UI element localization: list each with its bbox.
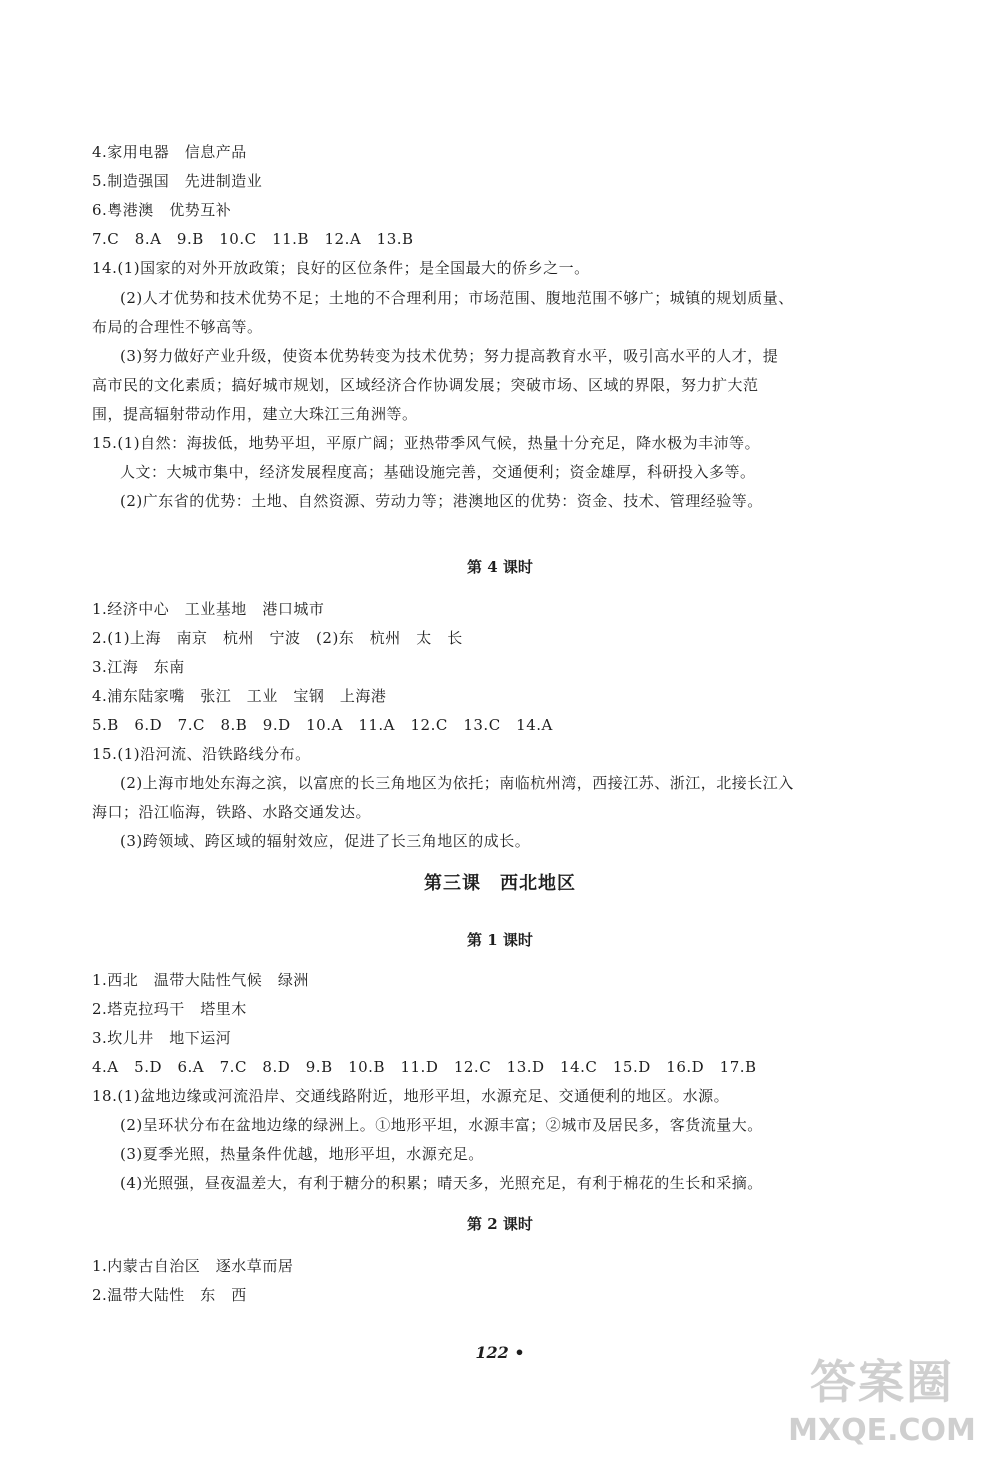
answer-line: 5.制造强国 先进制造业 [92, 172, 263, 190]
page-number: 122 • [475, 1343, 525, 1362]
answer-line: 围，提高辐射带动作用，建立大珠江三角洲等。 [92, 405, 418, 423]
answer-line: 2.温带大陆性 东 西 [92, 1286, 247, 1304]
lesson-heading: 第三课 西北地区 [424, 873, 576, 894]
answer-line: (3)夏季光照，热量条件优越，地形平坦，水源充足。 [120, 1145, 484, 1163]
section-heading: 第 4 课时 [467, 558, 533, 576]
answer-line: 14.(1)国家的对外开放政策；良好的区位条件；是全国最大的侨乡之一。 [92, 259, 590, 277]
answer-line: 18.(1)盆地边缘或河流沿岸、交通线路附近，地形平坦，水源充足、交通便利的地区。水源。 [92, 1087, 730, 1105]
answer-line: 4.A 5.D 6.A 7.C 8.D 9.B 10.B 11.D 12.C 13.D 14.C 15.D 16.D 17.B [92, 1058, 757, 1076]
answer-line: (3)努力做好产业升级，使资本优势转变为技术优势；努力提高教育水平，吸引高水平的人才，提 [120, 347, 779, 365]
answer-line: 4.浦东陆家嘴 张江 工业 宝钢 上海港 [92, 687, 387, 705]
answer-line: 1.内蒙古自治区 逐水草而居 [92, 1257, 294, 1275]
answer-line: 7.C 8.A 9.B 10.C 11.B 12.A 13.B [92, 230, 414, 248]
site-watermark [782, 1351, 982, 1463]
answer-line: 3.坎儿井 地下运河 [92, 1029, 232, 1047]
answer-line: (2)呈环状分布在盆地边缘的绿洲上。①地形平坦，水源丰富；②城市及居民多，客货流量大。 [120, 1116, 763, 1134]
answer-line: 1.经济中心 工业基地 港口城市 [92, 600, 325, 618]
answer-line: 海口；沿江临海，铁路、水路交通发达。 [92, 803, 372, 821]
section-heading: 第 2 课时 [467, 1215, 533, 1233]
answer-line: (2)上海市地处东海之滨，以富庶的长三角地区为依托；南临杭州湾，西接江苏、浙江，北接长江入 [120, 774, 794, 792]
answer-line: 高市民的文化素质；搞好城市规划，区域经济合作协调发展；突破市场、区域的界限，努力扩大范 [92, 376, 759, 394]
answer-line: 人文：大城市集中，经济发展程度高；基础设施完善，交通便利；资金雄厚，科研投入多等。 [120, 463, 756, 481]
answer-line: 15.(1)自然：海拔低，地势平坦，平原广阔；亚热带季风气候，热量十分充足，降水极为丰沛等。 [92, 434, 761, 452]
answer-line: 3.江海 东南 [92, 658, 185, 676]
watermark-domain-text: MXQE.COM [788, 1413, 976, 1448]
answer-line: (3)跨领域、跨区域的辐射效应，促进了长三角地区的成长。 [120, 832, 531, 850]
answer-line: 15.(1)沿河流、沿铁路线分布。 [92, 745, 311, 763]
answer-line: (2)人才优势和技术优势不足；土地的不合理利用；市场范围、腹地范围不够广；城镇的规划质量、 [120, 289, 794, 307]
answer-line: 1.西北 温带大陆性气候 绿洲 [92, 971, 309, 989]
watermark-logo-text: 答案圈 [810, 1355, 954, 1409]
section-heading: 第 1 课时 [467, 931, 533, 949]
answer-line: 5.B 6.D 7.C 8.B 9.D 10.A 11.A 12.C 13.C 14.A [92, 716, 553, 734]
answer-line: 4.家用电器 信息产品 [92, 143, 247, 161]
answer-line: 2.塔克拉玛干 塔里木 [92, 1000, 247, 1018]
answer-line: 布局的合理性不够高等。 [92, 318, 263, 336]
answer-line: (2)广东省的优势：土地、自然资源、劳动力等；港澳地区的优势：资金、技术、管理经验等。 [120, 492, 763, 510]
answer-line: 6.粤港澳 优势互补 [92, 201, 232, 219]
answer-line: 2.(1)上海 南京 杭州 宁波 (2)东 杭州 太 长 [92, 629, 463, 647]
answer-line: (4)光照强，昼夜温差大，有利于糖分的积累；晴天多，光照充足，有利于棉花的生长和采摘。 [120, 1174, 763, 1192]
